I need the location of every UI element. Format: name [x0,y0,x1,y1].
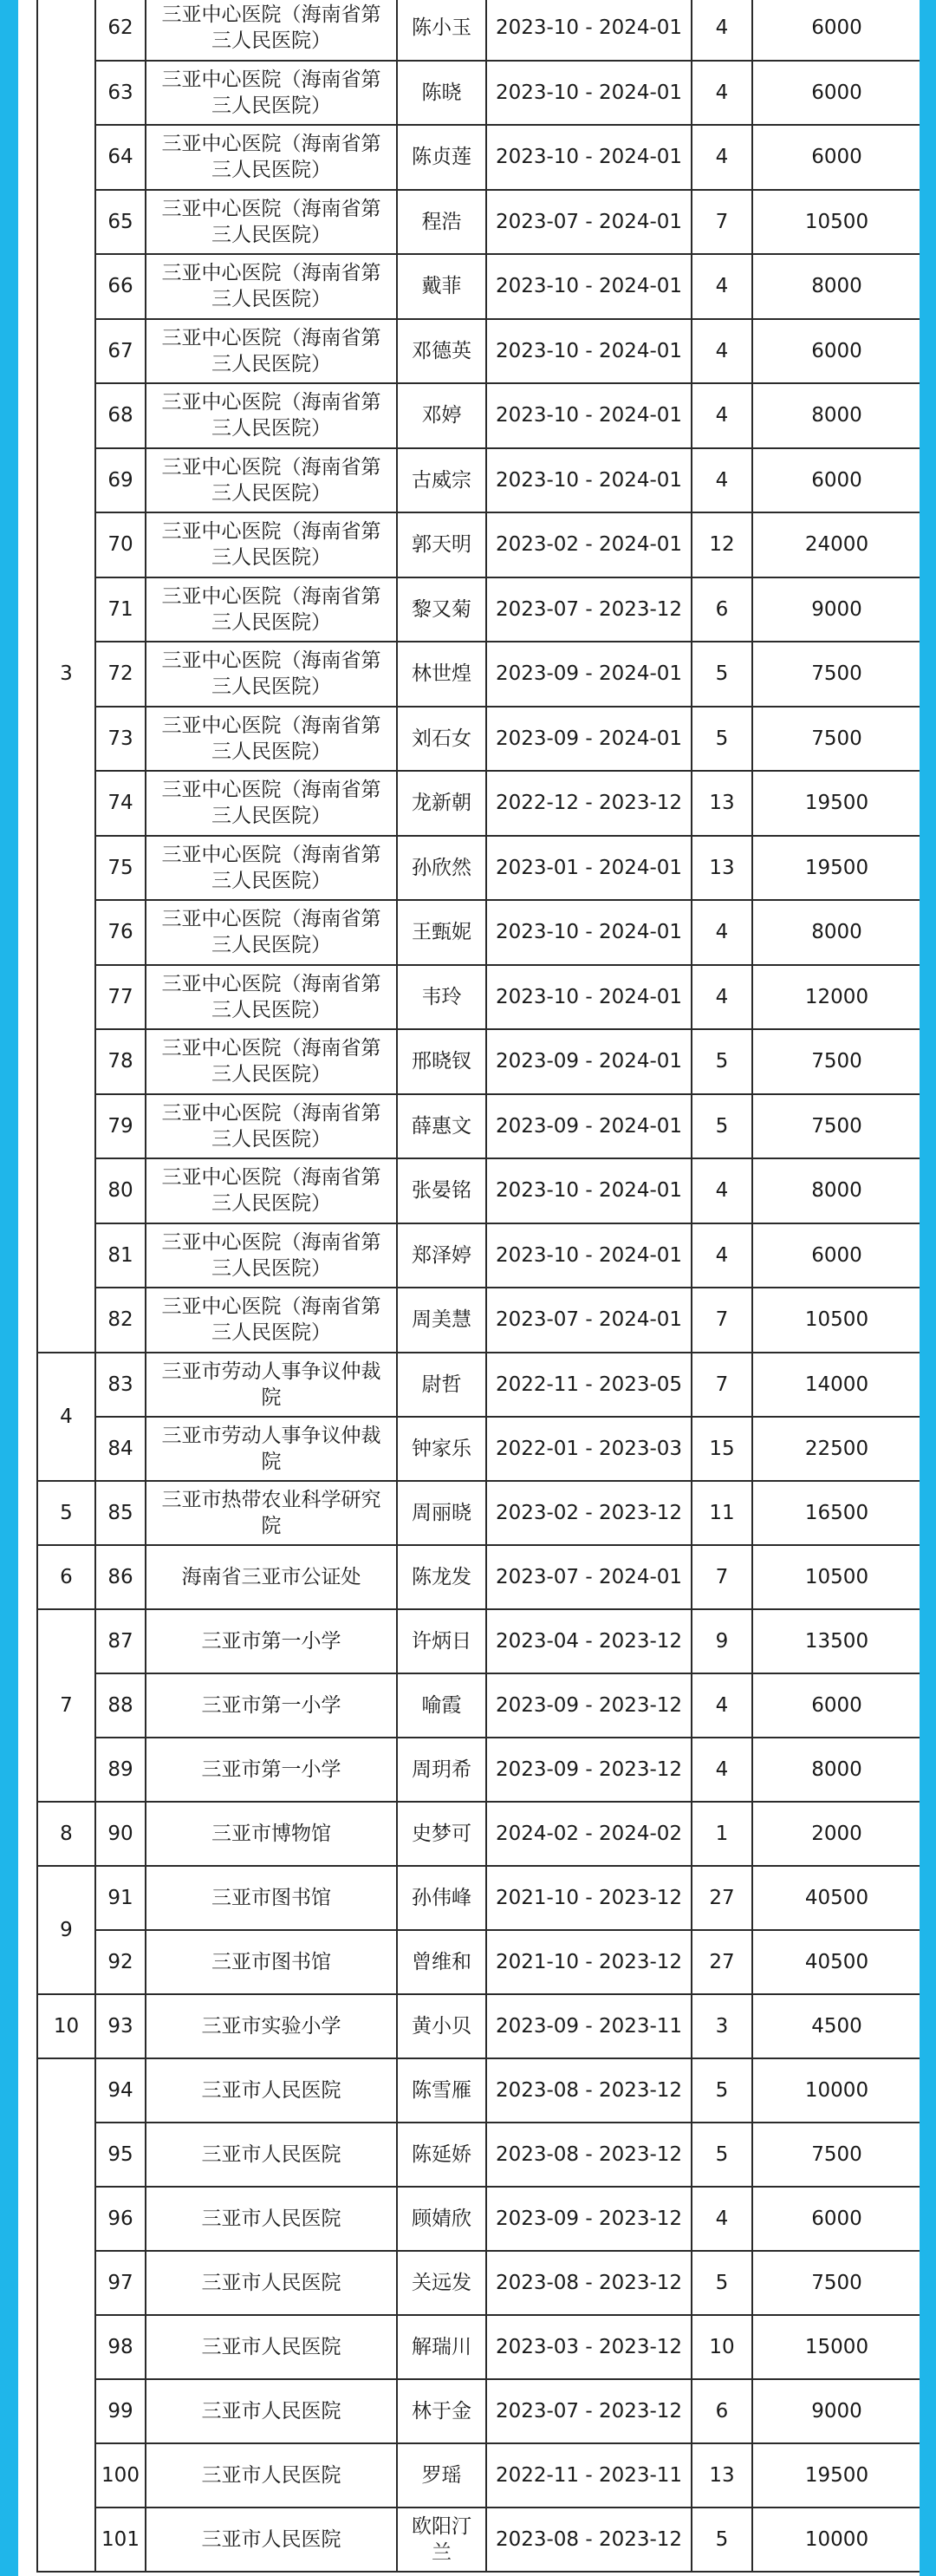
table-row [37,512,920,577]
subsidy-period-cell: 2023-09 - 2023-12 [486,2187,692,2251]
person-name-cell: 孙欣然 [397,836,486,901]
amount-cell: 6000 [752,319,920,384]
amount-cell: 6000 [752,448,920,513]
months-cell: 4 [692,2187,752,2251]
table-row [37,2508,920,2572]
employer-unit-cell: 三亚市人民医院 [146,2379,397,2443]
sequence-cell: 67 [95,319,146,384]
sequence-cell: 95 [95,2123,146,2187]
table-row [37,254,920,319]
subsidy-period-cell: 2023-03 - 2023-12 [486,2315,692,2379]
person-name-cell: 刘石女 [397,707,486,772]
table-row [37,900,920,965]
sequence-cell: 77 [95,965,146,1030]
subsidy-period-cell: 2023-10 - 2024-01 [486,125,692,190]
months-cell: 11 [692,1481,752,1545]
amount-cell: 13500 [752,1609,920,1673]
employer-unit-cell: 三亚中心医院（海南省第三人民医院） [146,642,397,707]
person-name-cell: 喻霞 [397,1673,486,1738]
sequence-cell: 65 [95,190,146,255]
subsidy-period-cell: 2021-10 - 2023-12 [486,1866,692,1930]
subsidy-period-cell: 2023-02 - 2024-01 [486,512,692,577]
sequence-cell: 63 [95,61,146,126]
sequence-cell: 94 [95,2058,146,2123]
amount-cell: 10000 [752,2508,920,2572]
sequence-cell: 69 [95,448,146,513]
months-cell: 5 [692,1094,752,1159]
amount-cell: 7500 [752,2251,920,2315]
months-cell: 4 [692,254,752,319]
table-row [37,1223,920,1288]
person-name-cell: 顾婧欣 [397,2187,486,2251]
table-row [37,2187,920,2251]
employer-unit-cell: 三亚市图书馆 [146,1866,397,1930]
table-row [37,1353,920,1417]
subsidy-period-cell: 2023-08 - 2023-12 [486,2251,692,2315]
employer-unit-cell: 三亚市第一小学 [146,1738,397,1802]
months-cell: 4 [692,383,752,448]
table-row [37,1417,920,1481]
employer-unit-cell: 三亚中心医院（海南省第三人民医院） [146,1223,397,1288]
employer-unit-cell: 三亚市图书馆 [146,1930,397,1994]
table-row [37,319,920,384]
table-row [37,965,920,1030]
table-row [37,1545,920,1609]
employer-unit-cell: 三亚中心医院（海南省第三人民医院） [146,61,397,126]
subsidy-period-cell: 2023-09 - 2024-01 [486,707,692,772]
table-row [37,383,920,448]
months-cell: 27 [692,1930,752,1994]
person-name-cell: 薛惠文 [397,1094,486,1159]
subsidy-period-cell: 2023-10 - 2024-01 [486,0,692,61]
sequence-cell: 89 [95,1738,146,1802]
amount-cell: 7500 [752,2123,920,2187]
amount-cell: 6000 [752,61,920,126]
employer-unit-cell: 三亚中心医院（海南省第三人民医院） [146,1288,397,1353]
subsidy-period-cell: 2022-01 - 2023-03 [486,1417,692,1481]
amount-cell: 7500 [752,1029,920,1094]
amount-cell: 8000 [752,1738,920,1802]
amount-cell: 6000 [752,125,920,190]
table-body [37,0,920,2572]
table-row [37,2443,920,2508]
document-page [18,0,920,2576]
table-row [37,61,920,126]
amount-cell: 2000 [752,1802,920,1866]
amount-cell: 10500 [752,190,920,255]
amount-cell: 10000 [752,2058,920,2123]
sequence-cell: 80 [95,1158,146,1223]
subsidy-period-cell: 2023-09 - 2024-01 [486,1029,692,1094]
amount-cell: 8000 [752,900,920,965]
subsidy-period-cell: 2023-04 - 2023-12 [486,1609,692,1673]
amount-cell: 40500 [752,1930,920,1994]
table-row [37,190,920,255]
subsidy-period-cell: 2023-09 - 2023-12 [486,1673,692,1738]
person-name-cell: 陈贞莲 [397,125,486,190]
employer-unit-cell: 三亚市热带农业科学研究院 [146,1481,397,1545]
person-name-cell: 邓德英 [397,319,486,384]
group-number-cell: 4 [37,1353,95,1481]
amount-cell: 12000 [752,965,920,1030]
person-name-cell: 陈晓 [397,61,486,126]
sequence-cell: 91 [95,1866,146,1930]
person-name-cell: 王甄妮 [397,900,486,965]
months-cell: 6 [692,2379,752,2443]
amount-cell: 6000 [752,1223,920,1288]
months-cell: 4 [692,1223,752,1288]
employer-unit-cell: 三亚中心医院（海南省第三人民医院） [146,1094,397,1159]
table-row [37,2379,920,2443]
employer-unit-cell: 三亚市第一小学 [146,1673,397,1738]
group-number-cell: 5 [37,1481,95,1545]
subsidy-period-cell: 2023-10 - 2024-01 [486,254,692,319]
amount-cell: 14000 [752,1353,920,1417]
subsidy-period-cell: 2022-11 - 2023-05 [486,1353,692,1417]
table-row [37,1481,920,1545]
person-name-cell: 程浩 [397,190,486,255]
subsidy-period-cell: 2023-10 - 2024-01 [486,61,692,126]
person-name-cell: 关远发 [397,2251,486,2315]
person-name-cell: 邢晓钗 [397,1029,486,1094]
table-row [37,125,920,190]
person-name-cell: 周美慧 [397,1288,486,1353]
sequence-cell: 100 [95,2443,146,2508]
group-number-cell: 9 [37,1866,95,1994]
subsidy-period-cell: 2022-11 - 2023-11 [486,2443,692,2508]
subsidy-period-cell: 2023-09 - 2024-01 [486,1094,692,1159]
amount-cell: 6000 [752,0,920,61]
months-cell: 3 [692,1994,752,2058]
employer-unit-cell: 三亚市人民医院 [146,2508,397,2572]
group-number-cell: 8 [37,1802,95,1866]
subsidy-table [36,0,920,2573]
amount-cell: 6000 [752,2187,920,2251]
months-cell: 4 [692,1158,752,1223]
person-name-cell: 邓婷 [397,383,486,448]
person-name-cell: 钟家乐 [397,1417,486,1481]
amount-cell: 8000 [752,383,920,448]
person-name-cell: 韦玲 [397,965,486,1030]
person-name-cell: 罗瑶 [397,2443,486,2508]
person-name-cell: 龙新朝 [397,771,486,836]
months-cell: 5 [692,2123,752,2187]
subsidy-period-cell: 2023-07 - 2023-12 [486,2379,692,2443]
sequence-cell: 75 [95,836,146,901]
person-name-cell: 欧阳汀兰 [397,2508,486,2572]
sequence-cell: 72 [95,642,146,707]
sequence-cell: 87 [95,1609,146,1673]
months-cell: 4 [692,0,752,61]
sequence-cell: 86 [95,1545,146,1609]
table-row [37,1802,920,1866]
months-cell: 4 [692,125,752,190]
amount-cell: 16500 [752,1481,920,1545]
amount-cell: 22500 [752,1417,920,1481]
table-row [37,1738,920,1802]
sequence-cell: 83 [95,1353,146,1417]
employer-unit-cell: 三亚市人民医院 [146,2251,397,2315]
employer-unit-cell: 三亚中心医院（海南省第三人民医院） [146,1029,397,1094]
amount-cell: 7500 [752,642,920,707]
subsidy-period-cell: 2023-10 - 2024-01 [486,319,692,384]
person-name-cell: 陈延娇 [397,2123,486,2187]
employer-unit-cell: 三亚中心医院（海南省第三人民医院） [146,836,397,901]
sequence-cell: 92 [95,1930,146,1994]
subsidy-period-cell: 2023-01 - 2024-01 [486,836,692,901]
amount-cell: 10500 [752,1288,920,1353]
months-cell: 13 [692,2443,752,2508]
sequence-cell: 68 [95,383,146,448]
table-row [37,1158,920,1223]
group-number-cell: 10 [37,1994,95,2058]
table-row [37,448,920,513]
person-name-cell: 林于金 [397,2379,486,2443]
months-cell: 1 [692,1802,752,1866]
person-name-cell: 周丽晓 [397,1481,486,1545]
employer-unit-cell: 三亚市劳动人事争议仲裁院 [146,1417,397,1481]
sequence-cell: 98 [95,2315,146,2379]
sequence-cell: 88 [95,1673,146,1738]
sequence-cell: 85 [95,1481,146,1545]
employer-unit-cell: 三亚中心医院（海南省第三人民医院） [146,448,397,513]
subsidy-period-cell: 2022-12 - 2023-12 [486,771,692,836]
subsidy-period-cell: 2023-08 - 2023-12 [486,2123,692,2187]
months-cell: 5 [692,2251,752,2315]
sequence-cell: 82 [95,1288,146,1353]
table-row [37,0,920,61]
sequence-cell: 81 [95,1223,146,1288]
sequence-cell: 70 [95,512,146,577]
table-row [37,1930,920,1994]
months-cell: 7 [692,1545,752,1609]
employer-unit-cell: 三亚中心医院（海南省第三人民医院） [146,771,397,836]
employer-unit-cell: 三亚市人民医院 [146,2187,397,2251]
amount-cell: 7500 [752,1094,920,1159]
sequence-cell: 96 [95,2187,146,2251]
table-row [37,1673,920,1738]
subsidy-period-cell: 2023-07 - 2023-12 [486,577,692,642]
table-row [37,2315,920,2379]
sequence-cell: 90 [95,1802,146,1866]
group-number-cell [37,2058,95,2572]
person-name-cell: 陈龙发 [397,1545,486,1609]
person-name-cell: 戴菲 [397,254,486,319]
sequence-cell: 71 [95,577,146,642]
employer-unit-cell: 三亚中心医院（海南省第三人民医院） [146,319,397,384]
months-cell: 6 [692,577,752,642]
table-row [37,836,920,901]
table-row [37,1094,920,1159]
employer-unit-cell: 三亚中心医院（海南省第三人民医院） [146,1158,397,1223]
person-name-cell: 尉哲 [397,1353,486,1417]
sequence-cell: 76 [95,900,146,965]
person-name-cell: 郭天明 [397,512,486,577]
amount-cell: 24000 [752,512,920,577]
sequence-cell: 97 [95,2251,146,2315]
amount-cell: 19500 [752,771,920,836]
months-cell: 13 [692,836,752,901]
employer-unit-cell: 三亚市人民医院 [146,2123,397,2187]
months-cell: 7 [692,1288,752,1353]
months-cell: 5 [692,707,752,772]
months-cell: 4 [692,319,752,384]
subsidy-period-cell: 2023-10 - 2024-01 [486,965,692,1030]
person-name-cell: 解瑞川 [397,2315,486,2379]
sequence-cell: 93 [95,1994,146,2058]
sequence-cell: 66 [95,254,146,319]
subsidy-period-cell: 2023-10 - 2024-01 [486,383,692,448]
amount-cell: 19500 [752,2443,920,2508]
months-cell: 4 [692,61,752,126]
table-row [37,642,920,707]
amount-cell: 4500 [752,1994,920,2058]
subsidy-period-cell: 2023-08 - 2023-12 [486,2058,692,2123]
subsidy-period-cell: 2023-07 - 2024-01 [486,1545,692,1609]
employer-unit-cell: 三亚中心医院（海南省第三人民医院） [146,512,397,577]
employer-unit-cell: 三亚市第一小学 [146,1609,397,1673]
employer-unit-cell: 三亚市人民医院 [146,2443,397,2508]
amount-cell: 7500 [752,707,920,772]
subsidy-period-cell: 2023-07 - 2024-01 [486,190,692,255]
amount-cell: 10500 [752,1545,920,1609]
subsidy-period-cell: 2023-08 - 2023-12 [486,2508,692,2572]
table-row [37,577,920,642]
months-cell: 12 [692,512,752,577]
employer-unit-cell: 三亚中心医院（海南省第三人民医院） [146,125,397,190]
amount-cell: 6000 [752,1673,920,1738]
sequence-cell: 79 [95,1094,146,1159]
employer-unit-cell: 三亚中心医院（海南省第三人民医院） [146,707,397,772]
sequence-cell: 78 [95,1029,146,1094]
amount-cell: 19500 [752,836,920,901]
employer-unit-cell: 三亚市人民医院 [146,2058,397,2123]
table-row [37,771,920,836]
person-name-cell: 曾维和 [397,1930,486,1994]
months-cell: 7 [692,190,752,255]
group-number-cell: 6 [37,1545,95,1609]
subsidy-period-cell: 2024-02 - 2024-02 [486,1802,692,1866]
group-number-cell: 3 [37,0,95,1353]
months-cell: 4 [692,1738,752,1802]
person-name-cell: 张晏铭 [397,1158,486,1223]
person-name-cell: 黄小贝 [397,1994,486,2058]
employer-unit-cell: 三亚中心医院（海南省第三人民医院） [146,965,397,1030]
employer-unit-cell: 三亚市人民医院 [146,2315,397,2379]
sequence-cell: 74 [95,771,146,836]
amount-cell: 40500 [752,1866,920,1930]
person-name-cell: 史梦可 [397,1802,486,1866]
sequence-cell: 101 [95,2508,146,2572]
months-cell: 4 [692,900,752,965]
employer-unit-cell: 三亚中心医院（海南省第三人民医院） [146,0,397,61]
sequence-cell: 64 [95,125,146,190]
subsidy-period-cell: 2023-09 - 2023-11 [486,1994,692,2058]
months-cell: 7 [692,1353,752,1417]
months-cell: 13 [692,771,752,836]
table-row [37,2058,920,2123]
subsidy-period-cell: 2021-10 - 2023-12 [486,1930,692,1994]
sequence-cell: 62 [95,0,146,61]
table-row [37,2251,920,2315]
employer-unit-cell: 三亚中心医院（海南省第三人民医院） [146,577,397,642]
table-row [37,1288,920,1353]
person-name-cell: 郑泽婷 [397,1223,486,1288]
person-name-cell: 陈小玉 [397,0,486,61]
table-row [37,1029,920,1094]
subsidy-period-cell: 2023-09 - 2023-12 [486,1738,692,1802]
person-name-cell: 古威宗 [397,448,486,513]
employer-unit-cell: 三亚中心医院（海南省第三人民医院） [146,900,397,965]
amount-cell: 8000 [752,1158,920,1223]
months-cell: 5 [692,2508,752,2572]
sequence-cell: 73 [95,707,146,772]
table-row [37,2123,920,2187]
subsidy-period-cell: 2023-10 - 2024-01 [486,1158,692,1223]
subsidy-period-cell: 2023-10 - 2024-01 [486,1223,692,1288]
months-cell: 5 [692,642,752,707]
subsidy-period-cell: 2023-09 - 2024-01 [486,642,692,707]
table-row [37,1994,920,2058]
person-name-cell: 周玥希 [397,1738,486,1802]
subsidy-period-cell: 2023-02 - 2023-12 [486,1481,692,1545]
months-cell: 4 [692,448,752,513]
table-row [37,707,920,772]
months-cell: 5 [692,2058,752,2123]
amount-cell: 8000 [752,254,920,319]
table-row [37,1609,920,1673]
months-cell: 10 [692,2315,752,2379]
employer-unit-cell: 三亚中心医院（海南省第三人民医院） [146,190,397,255]
person-name-cell: 许炳日 [397,1609,486,1673]
group-number-cell: 7 [37,1609,95,1802]
sequence-cell: 84 [95,1417,146,1481]
months-cell: 4 [692,1673,752,1738]
employer-unit-cell: 海南省三亚市公证处 [146,1545,397,1609]
subsidy-period-cell: 2023-07 - 2024-01 [486,1288,692,1353]
person-name-cell: 孙伟峰 [397,1866,486,1930]
employer-unit-cell: 三亚中心医院（海南省第三人民医院） [146,383,397,448]
person-name-cell: 陈雪雁 [397,2058,486,2123]
subsidy-period-cell: 2023-10 - 2024-01 [486,448,692,513]
employer-unit-cell: 三亚市博物馆 [146,1802,397,1866]
employer-unit-cell: 三亚市劳动人事争议仲裁院 [146,1353,397,1417]
sequence-cell: 99 [95,2379,146,2443]
person-name-cell: 林世煌 [397,642,486,707]
amount-cell: 9000 [752,577,920,642]
months-cell: 15 [692,1417,752,1481]
months-cell: 4 [692,965,752,1030]
employer-unit-cell: 三亚中心医院（海南省第三人民医院） [146,254,397,319]
amount-cell: 15000 [752,2315,920,2379]
months-cell: 27 [692,1866,752,1930]
employer-unit-cell: 三亚市实验小学 [146,1994,397,2058]
months-cell: 9 [692,1609,752,1673]
person-name-cell: 黎又菊 [397,577,486,642]
amount-cell: 9000 [752,2379,920,2443]
subsidy-period-cell: 2023-10 - 2024-01 [486,900,692,965]
months-cell: 5 [692,1029,752,1094]
table-row [37,1866,920,1930]
